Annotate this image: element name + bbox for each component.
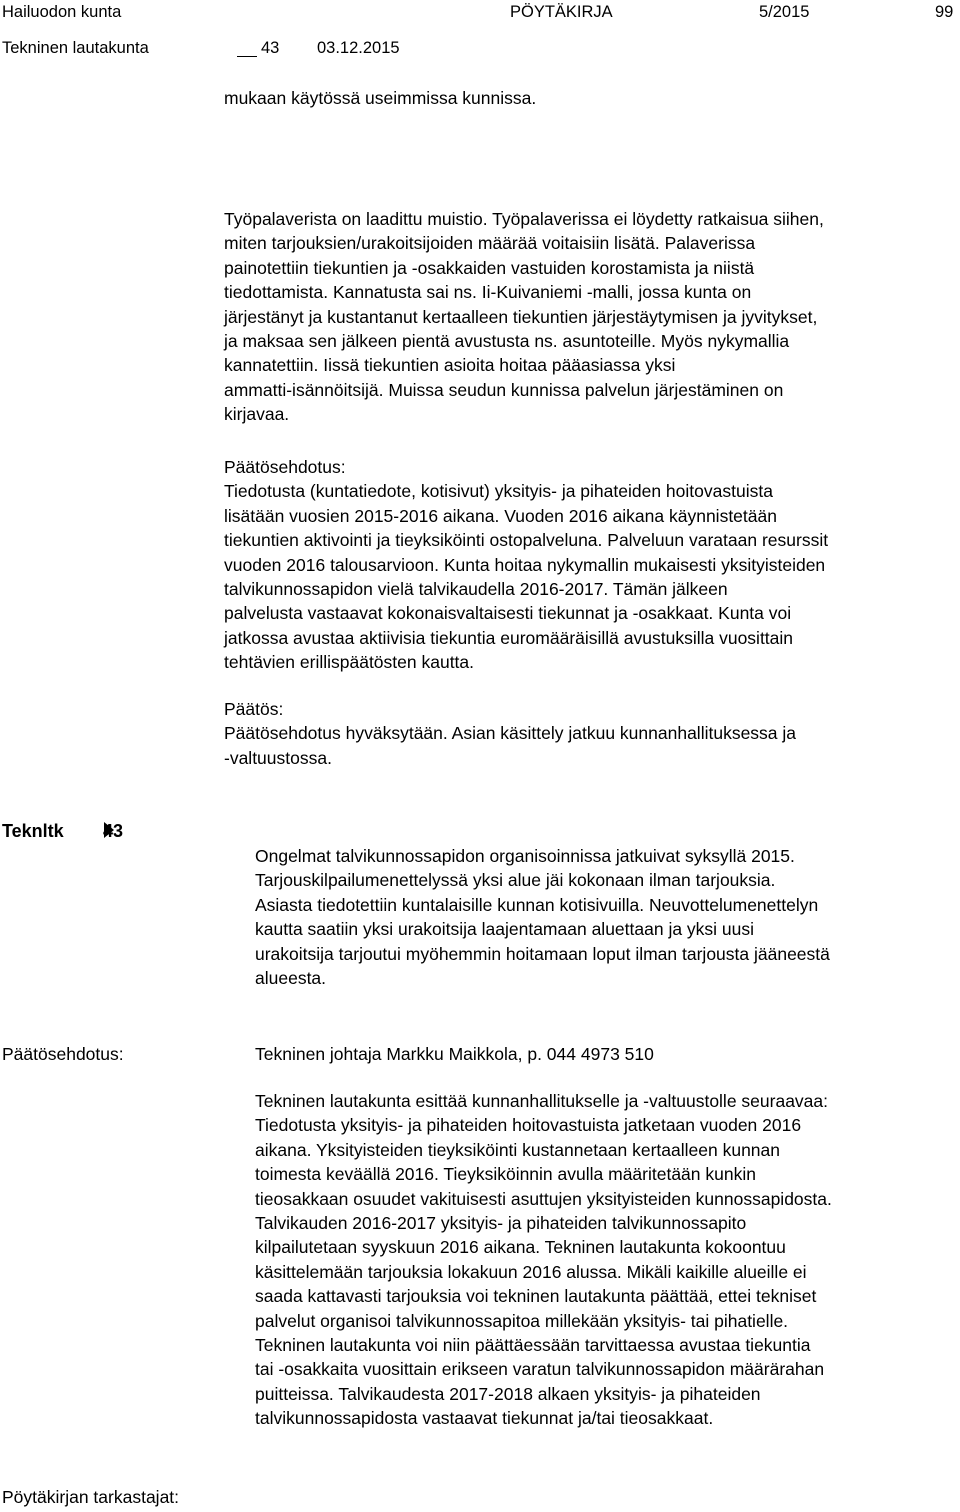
text-line: urakoitsija tarjoutui myöhemmin hoitamaan loput ilman tarjousta jääneestä [255, 943, 830, 964]
section-proposal-label: Päätösehdotus: [2, 1044, 124, 1064]
text-line: tai -osakkaita vuosittain erikseen varatun talvikunnossapidon määrärahan [255, 1359, 825, 1380]
text-line: palvelut organisoi talvikunnossapitoa millekään yksityis- tai pihatielle. [255, 1310, 789, 1331]
document-type: PÖYTÄKIRJA [510, 3, 613, 21]
text-line: Tiedotusta yksityis- ja pihateiden hoitovastuista jatketaan vuoden 2016 [255, 1115, 802, 1136]
text-line: kirjavaa. [224, 404, 290, 425]
memo-paragraph [224, 207, 824, 427]
text-line: miten tarjouksien/urakoitsijoiden määrää voitaisiin lisätä. Palaverissa [224, 233, 756, 254]
section-proposal-paragraph [255, 1089, 832, 1431]
page-number: 99 [935, 3, 954, 21]
text-line: tiedottamista. Kannatusta sai ns. Ii-Kuivaniemi -malli, jossa kunta on [224, 282, 752, 303]
decision-paragraph [224, 697, 796, 770]
text-line: -valtuustossa. [224, 747, 332, 768]
text-line: Työpalaverista on laadittu muistio. Työpalaverissa ei löydetty ratkaisua siihen, [224, 209, 824, 229]
text-line: Päätösehdotus hyväksytään. Asian käsittely jatkuu kunnanhallituksessa ja [224, 723, 797, 744]
text-line: vuoden 2016 talousarvioon. Kunta hoitaa nykymallin mukaisesti yksityisteiden [224, 554, 826, 575]
committee-name: Tekninen lautakunta [2, 39, 149, 57]
text-line: palvelusta vastaavat kokonaisvaltaisesti tiekunnat ja -osakkaat. Kunta voi [224, 603, 792, 624]
text-line: kautta saatiin yksi urakoitsija laajentamaan aluettaan ja yksi uusi [255, 919, 755, 940]
text-line: toimesta keväällä 2016. Tieyksiköinnin avulla määritetään kunkin [255, 1164, 756, 1185]
text-line: Tekninen lautakunta voi niin päättäessään tarvittaessa avustaa tiekuntia [255, 1335, 811, 1356]
header-section-number: 43 [261, 39, 280, 57]
text-line: ja maksaa sen jälkeen pientä avustusta ns. asuntoteille. Myös nykymallia [224, 331, 790, 352]
intro-paragraph [224, 86, 536, 110]
text-line: puitteissa. Talvikaudesta 2017-2018 alkaen yksityis- ja pihateiden [255, 1383, 761, 1404]
text-line: tieosakkaan osuudet vakituisesti asuttujen yksityisteiden kunnossapidosta. [255, 1188, 832, 1209]
text-line: kannatettiin. Iissä tiekuntien asioita hoitaa pääasiassa yksi [224, 355, 676, 376]
municipality-name: Hailuodon kunta [2, 3, 122, 21]
presenter: Tekninen johtaja Markku Maikkola, p. 044 4973 510 [255, 1044, 654, 1064]
text-line: kilpailutetaan syyskuun 2016 aikana. Tekninen lautakunta kokoontuu [255, 1237, 786, 1258]
text-line: mukaan käytössä useimmissa kunnissa. [224, 88, 537, 108]
text-line: talvikunnossapidon vielä talvikaudella 2016-2017. Tämän jälkeen [224, 579, 728, 600]
decision-heading: Päätös: [224, 699, 284, 719]
text-line: aikana. Yksityisteiden tieyksiköinti kustannetaan kertaalleen kunnan [255, 1139, 780, 1160]
text-line: Ongelmat talvikunnossapidon organisoinnissa jatkuivat syksyllä 2015. [255, 846, 795, 866]
text-line: järjestänyt ja kustantanut kertaalleen tiekuntien järjestäytymisen ja jyvitykset, [224, 306, 818, 327]
text-line: käsittelemään tarjouksia lokakuun 2016 alussa. Mikäli kaikille alueille ei [255, 1261, 807, 1282]
text-line: alueesta. [255, 968, 327, 989]
section-paragraph [255, 844, 830, 990]
meeting-date: 03.12.2015 [317, 39, 400, 57]
text-line: ammatti-isännöitsijä. Muissa seudun kunnissa palvelun järjestäminen on [224, 379, 784, 400]
text-line: lisätään vuosien 2015-2016 aikana. Vuoden 2016 aikana käynnistetään [224, 505, 777, 526]
proposal-heading: Päätösehdotus: [224, 457, 346, 477]
section-number: 43 [103, 821, 124, 841]
reviewers-label: Pöytäkirjan tarkastajat: [2, 1487, 180, 1507]
text-line: saada kattavasti tarjouksia voi tekninen lautakunta päättää, ettei tekniset [255, 1286, 817, 1307]
section-label: Teknltk [2, 821, 64, 841]
text-line: Talvikauden 2016-2017 yksityis- ja pihateiden talvikunnossapito [255, 1213, 747, 1234]
text-line: Tiedotusta (kuntatiedote, kotisivut) yksityis- ja pihateiden hoitovastuista [224, 481, 773, 502]
text-line: Tekninen lautakunta esittää kunnanhallitukselle ja -valtuustolle seuraavaa: [255, 1091, 829, 1111]
text-line: tiekuntien aktivointi ja tieyksiköinti ostopalveluna. Palveluun varataan resurssit [224, 530, 829, 551]
proposal-paragraph [224, 455, 828, 675]
text-line: tehtävien erillispäätösten kautta. [224, 652, 475, 673]
text-line: Tarjouskilpailumenettelyssä yksi alue jäi kokonaan ilman tarjouksia. [255, 870, 776, 891]
text-line: talvikunnossapidosta vastaavat tiekunnat ja/tai tieosakkaat. [255, 1408, 714, 1429]
text-line: painotettiin tiekuntien ja -osakkaiden vastuiden korostamista ja niistä [224, 257, 755, 278]
text-line: jatkossa avustaa aktiivisia tiekuntia euromääräisillä avustuksilla vuosittain [224, 627, 794, 648]
header-underline [237, 56, 257, 57]
text-line: Asiasta tiedotettiin kuntalaisille kunnan kotisivuilla. Neuvottelumenettelyn [255, 894, 819, 915]
issue-number: 5/2015 [759, 3, 810, 21]
